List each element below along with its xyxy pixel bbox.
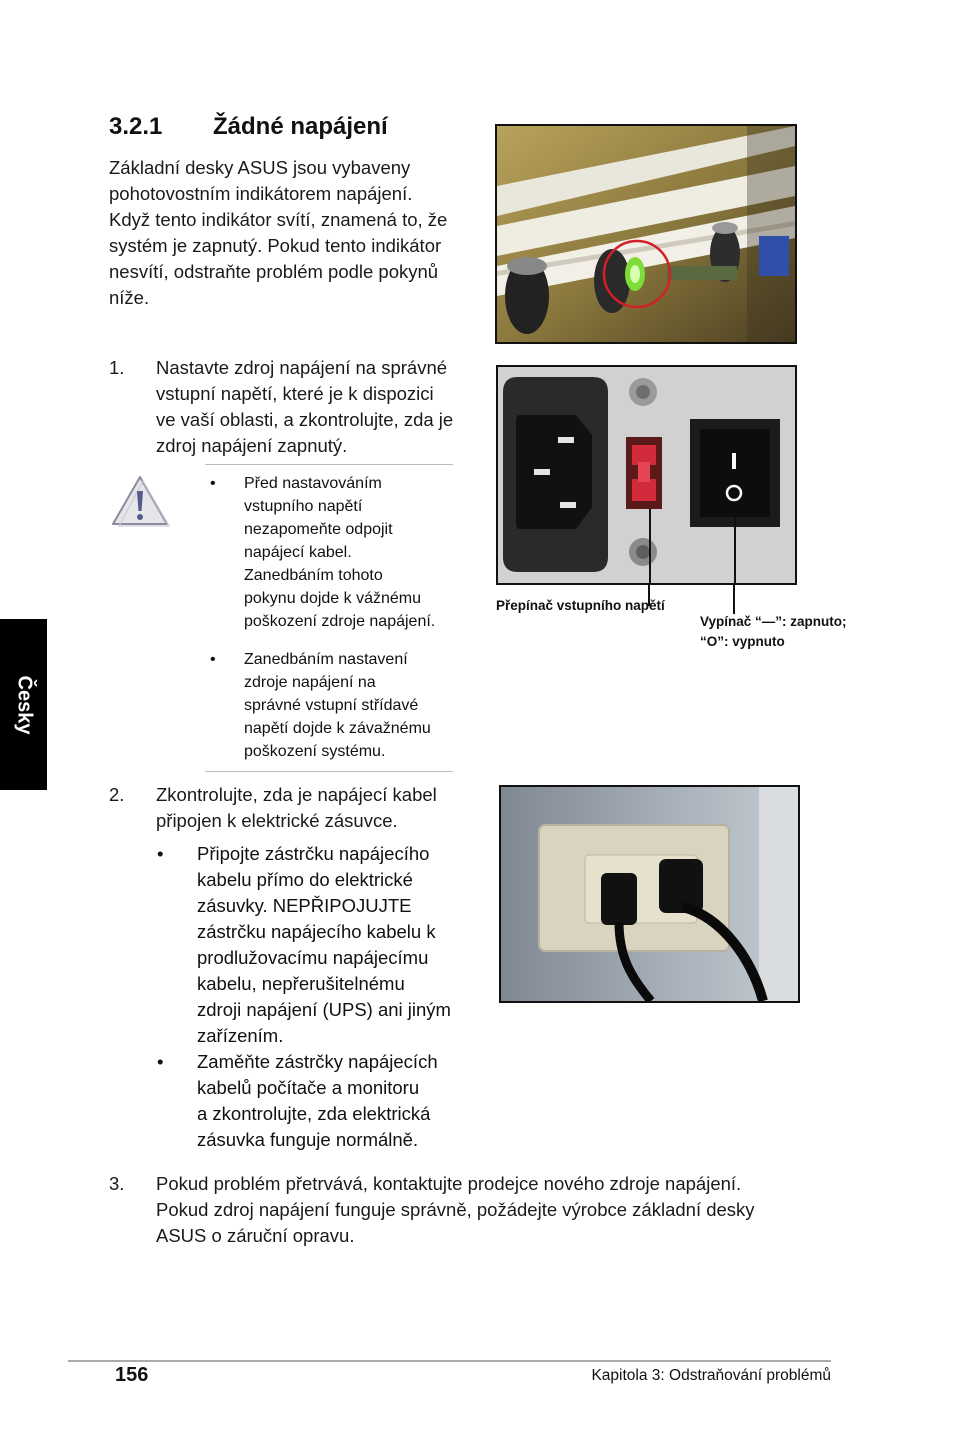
bullet-line: zařízením.	[197, 1025, 284, 1046]
warning-line: zdroje napájení na	[244, 674, 376, 691]
warning-line: pokynu dojde k vážnému	[244, 590, 421, 607]
step-2-bullet	[157, 841, 487, 1049]
intro-line: Základní desky ASUS jsou vybaveny	[109, 157, 411, 178]
intro-line: Když tento indikátor svítí, znamená to, že	[109, 209, 448, 230]
bullet-line: Připojte zástrčku napájecího	[197, 843, 430, 864]
step-line: ASUS o záruční opravu.	[156, 1225, 355, 1246]
warning-line: napětí dojde k závažnému	[244, 720, 431, 737]
warning-text	[244, 648, 431, 763]
wall-outlet-illustration	[501, 787, 798, 1001]
bullet-line: zástrčku napájecího kabelu k	[197, 921, 436, 942]
warning-line: Zanedbáním tohoto	[244, 567, 383, 584]
warning-text	[244, 472, 435, 633]
bullet-line: Zaměňte zástrčky napájecích	[197, 1051, 438, 1072]
side-tab-label: Česky	[13, 675, 35, 734]
bullet-text	[197, 1049, 438, 1153]
bullet-line: kabelu, nepřerušitelnému	[197, 973, 405, 994]
warning-line: vstupního napětí	[244, 498, 363, 515]
page-number: 156	[115, 1364, 149, 1386]
step-3	[109, 1171, 849, 1249]
step-line: zdroj napájení zapnutý.	[156, 435, 348, 456]
language-side-tab	[0, 619, 47, 790]
step-line: ve vaší oblasti, a zkontrolujte, zda je	[156, 409, 454, 430]
wall-outlet-photo	[499, 785, 800, 1003]
warning-line: nezapomeňte odpojit	[244, 521, 393, 538]
bullet-line: zdroji napájení (UPS) ani jiným	[197, 999, 451, 1020]
power-switch-callout-line	[733, 585, 735, 614]
step-1	[109, 355, 489, 459]
step-2-bullet	[157, 1049, 487, 1153]
warning-triangle-icon	[110, 474, 170, 528]
bullet-line: zásuvka funguje normálně.	[197, 1129, 419, 1150]
step-text	[156, 782, 437, 834]
bullet-line: kabelů počítače a monitoru	[197, 1077, 420, 1098]
chapter-title: Kapitola 3: Odstraňování problémů	[591, 1367, 831, 1384]
step-line: Zkontrolujte, zda je napájecí kabel	[156, 784, 437, 805]
bullet-dot: •	[157, 843, 164, 864]
intro-line: níže.	[109, 287, 150, 308]
intro-paragraph	[109, 155, 447, 311]
section-heading	[109, 113, 388, 141]
intro-line: nesvítí, odstraňte problém podle pokynů	[109, 261, 439, 282]
warning-line: napájecí kabel.	[244, 544, 352, 561]
bullet-line: zásuvky. NEPŘIPOJUJTE	[197, 895, 412, 916]
warning-line: správné vstupní střídavé	[244, 697, 419, 714]
step-number: 3.	[109, 1173, 125, 1194]
step-line: vstupní napětí, které je k dispozici	[156, 383, 434, 404]
voltage-switch-caption: Přepínač vstupního napětí	[496, 598, 665, 613]
bullet-line: kabelu přímo do elektrické	[197, 869, 413, 890]
intro-line: systém je zapnutý. Pokud tento indikátor	[109, 235, 442, 256]
footer-rule	[68, 1360, 831, 1362]
intro-line: pohotovostním indikátorem napájení.	[109, 183, 413, 204]
bullet-line: a zkontrolujte, zda elektrická	[197, 1103, 431, 1124]
bullet-dot: •	[210, 651, 216, 668]
bullet-text	[197, 841, 451, 1049]
warning-bullet	[210, 472, 455, 637]
section-number: 3.2.1	[109, 113, 163, 140]
bullet-dot: •	[210, 475, 216, 492]
motherboard-led-illustration	[497, 126, 795, 342]
warning-top-rule	[205, 464, 453, 465]
warning-line: Před nastavováním	[244, 475, 382, 492]
step-line: připojen k elektrické zásuvce.	[156, 810, 398, 831]
warning-bullet	[210, 648, 455, 766]
power-switch-caption-off: “O”: vypnuto	[700, 634, 785, 649]
step-line: Pokud problém přetrvává, kontaktujte prodejce nového zdroje napájení.	[156, 1173, 742, 1194]
warning-line: poškození zdroje napájení.	[244, 613, 436, 630]
step-text	[156, 1171, 755, 1249]
motherboard-led-photo	[495, 124, 797, 344]
step-number: 1.	[109, 357, 125, 378]
bullet-line: prodlužovacímu napájecímu	[197, 947, 429, 968]
step-line: Pokud zdroj napájení funguje správně, požádejte výrobce základní desky	[156, 1199, 755, 1220]
bullet-dot: •	[157, 1051, 164, 1072]
warning-line: poškození systému.	[244, 743, 386, 760]
warning-line: Zanedbáním nastavení	[244, 651, 408, 668]
step-line: Nastavte zdroj napájení na správné	[156, 357, 448, 378]
step-2	[109, 782, 489, 834]
section-title: Žádné napájení	[213, 113, 388, 140]
step-text	[156, 355, 453, 459]
power-switch-caption-on: Vypínač “—”: zapnuto;	[700, 614, 847, 629]
step-number: 2.	[109, 784, 125, 805]
psu-rear-photo	[496, 365, 797, 585]
warning-bottom-rule	[205, 771, 453, 772]
psu-rear-illustration	[498, 367, 795, 583]
